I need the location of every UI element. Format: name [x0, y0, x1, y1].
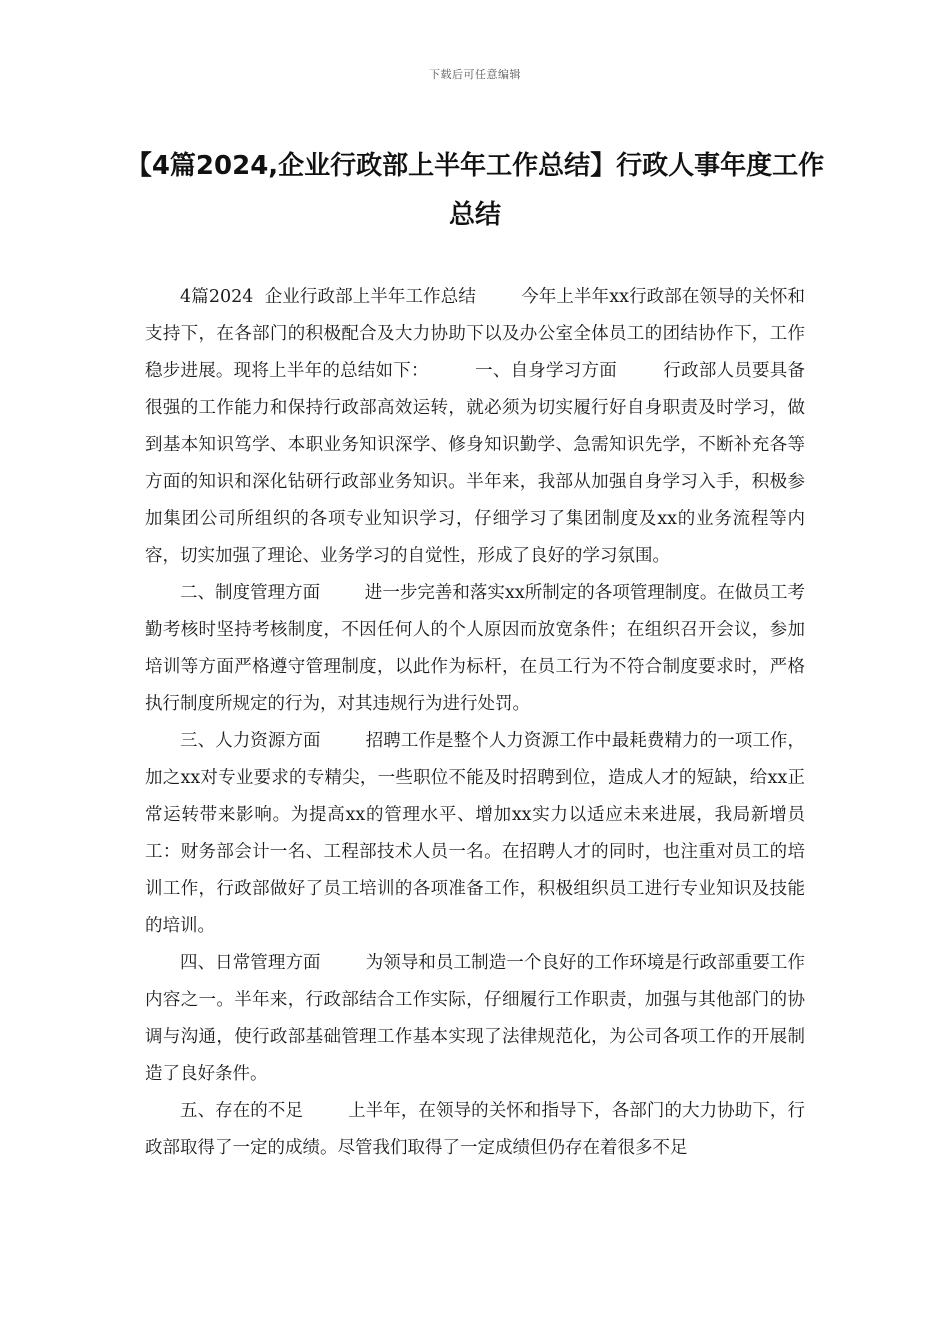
paragraph-human-resources: 三、人力资源方面 招聘工作是整个人力资源工作中最耗费精力的一项工作，加之xx对专业要求的专精尖，一些职位不能及时招聘到位，造成人才的短缺，给xx正常运转带来影响。为提高xx的管理水平、增加xx实力以适应未来进展，我局新增员工：财务部会计一名、工程部技术人员一名。在招聘人才的同时，也注重对员工的培训工作，行政部做好了员工培训的各项准备工作，积极组织员工进行专业知识及技能的培训。	[145, 731, 805, 936]
paragraph-self-learning: 4篇2024 企业行政部上半年工作总结 今年上半年xx行政部在领导的关怀和支持下，在各部门的积极配合及大力协助下以及办公室全体员工的团结协作下，工作稳步进展。现将上半年的总结如下： 一、自身学习方面 行政部人员要具备很强的工作能力和保持行政部高效运转，就必须为切实履行好自身职责及时学习，做到基本知识笃学、本职业务知识深学、修身知识勤学、急需知识先学，不断补充各等方面的知识和深化钻研行政部业务知识。半年来，我部从加强自身学习入手，积极参加集团公司所组织的各项专业知识学习，仔细学习了集团制度及xx的业务流程等内容，切实加强了理论、业务学习的自觉性，形成了良好的学习氛围。	[145, 287, 805, 566]
paragraph-shortcomings: 五、存在的不足 上半年，在领导的关怀和指导下，各部门的大力协助下，行政部取得了一定的成绩。尽管我们取得了一定成绩但仍存在着很多不足	[145, 1101, 805, 1158]
document-title: 【4篇2024,企业行政部上半年工作总结】行政人事年度工作总结	[125, 151, 825, 230]
page-header-note: 下载后可任意编辑	[429, 68, 521, 81]
paragraph-system-management: 二、制度管理方面 进一步完善和落实xx所制定的各项管理制度。在做员工考勤考核时坚持考核制度，不因任何人的个人原因而放宽条件；在组织召开会议，参加培训等方面严格遵守管理制度，以此作为标杆，在员工行为不符合制度要求时，严格执行制度所规定的行为，对其违规行为进行处罚。	[145, 583, 805, 714]
document-body	[145, 279, 805, 1167]
paragraph-daily-management: 四、日常管理方面 为领导和员工制造一个良好的工作环境是行政部重要工作内容之一。半年来，行政部结合工作实际，仔细履行工作职责，加强与其他部门的协调与沟通，使行政部基础管理工作基本实现了法律规范化，为公司各项工作的开展制造了良好条件。	[145, 953, 805, 1084]
